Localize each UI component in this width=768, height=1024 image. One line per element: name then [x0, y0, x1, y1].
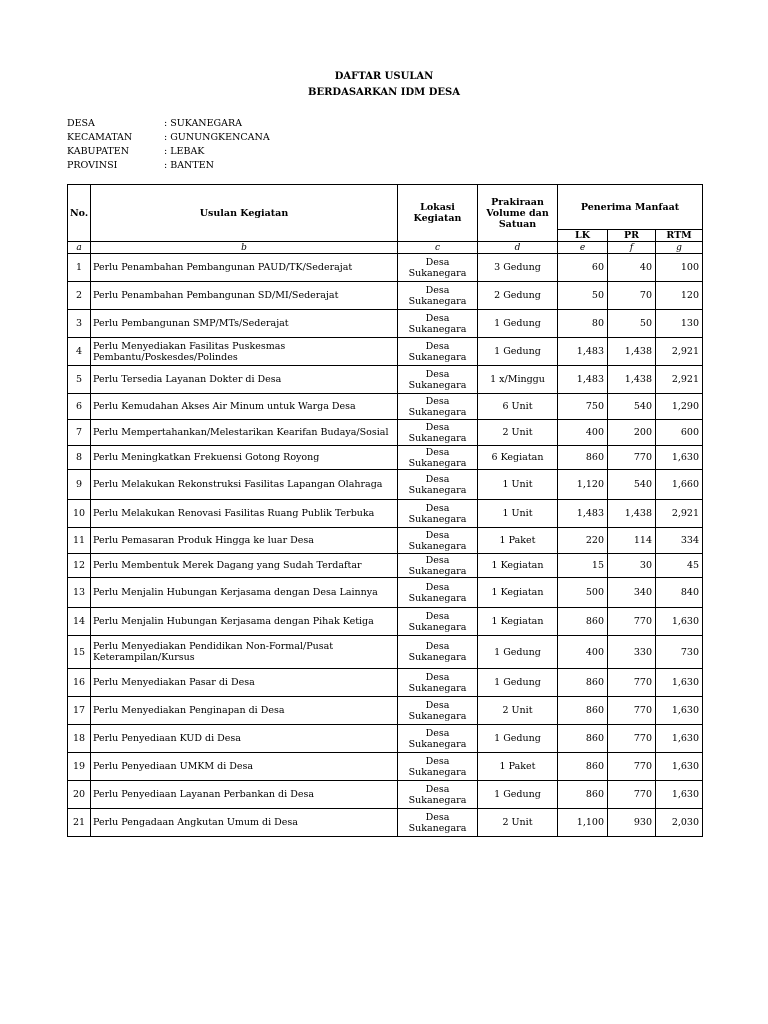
table-row [68, 394, 703, 420]
info-value: : BANTEN [164, 160, 214, 171]
cell-lk: 1,100 [558, 809, 608, 837]
cell-pr: 770 [608, 753, 656, 781]
cell-pr: 770 [608, 697, 656, 725]
table-row [68, 781, 703, 809]
info-value: : LEBAK [164, 146, 205, 157]
table-row [68, 338, 703, 366]
cell-usulan: Perlu Penyediaan Layanan Perbankan di Desa [91, 781, 398, 809]
cell-lokasi: Desa Sukanegara [398, 310, 478, 338]
info-row-kecamatan [67, 131, 270, 145]
cell-no: 10 [68, 500, 91, 528]
header-usulan: Usulan Kegiatan [91, 185, 398, 242]
cell-usulan: Perlu Penambahan Pembangunan SD/MI/Sederajat [91, 282, 398, 310]
column-letter: g [656, 242, 703, 254]
cell-lk: 1,120 [558, 470, 608, 500]
info-row-desa [67, 117, 270, 131]
cell-lk: 860 [558, 669, 608, 697]
cell-volume: 2 Gedung [478, 282, 558, 310]
cell-lk: 500 [558, 578, 608, 608]
cell-pr: 770 [608, 446, 656, 470]
cell-lk: 15 [558, 554, 608, 578]
cell-pr: 50 [608, 310, 656, 338]
cell-volume: 1 Gedung [478, 725, 558, 753]
cell-rtm: 45 [656, 554, 703, 578]
cell-usulan: Perlu Pengadaan Angkutan Umum di Desa [91, 809, 398, 837]
cell-pr: 1,438 [608, 338, 656, 366]
cell-no: 14 [68, 608, 91, 636]
cell-rtm: 2,921 [656, 500, 703, 528]
header-no: No. [68, 185, 91, 242]
cell-pr: 114 [608, 528, 656, 554]
cell-pr: 770 [608, 725, 656, 753]
cell-rtm: 2,921 [656, 366, 703, 394]
cell-no: 3 [68, 310, 91, 338]
cell-volume: 1 Gedung [478, 636, 558, 669]
cell-lk: 400 [558, 636, 608, 669]
header-volume: Prakiraan Volume dan Satuan [478, 185, 558, 242]
cell-no: 5 [68, 366, 91, 394]
cell-no: 12 [68, 554, 91, 578]
table-row [68, 578, 703, 608]
cell-pr: 40 [608, 254, 656, 282]
cell-rtm: 1,630 [656, 697, 703, 725]
info-label: PROVINSI [67, 160, 118, 171]
cell-lk: 50 [558, 282, 608, 310]
table-row [68, 446, 703, 470]
cell-volume: 6 Kegiatan [478, 446, 558, 470]
table-row [68, 420, 703, 446]
cell-rtm: 1,660 [656, 470, 703, 500]
cell-usulan: Perlu Menyediakan Fasilitas Puskesmas Pembantu/Poskesdes/Polindes [91, 338, 398, 366]
cell-rtm: 1,630 [656, 753, 703, 781]
cell-volume: 1 Unit [478, 470, 558, 500]
column-letter: d [478, 242, 558, 254]
info-value: : SUKANEGARA [164, 118, 243, 129]
cell-no: 7 [68, 420, 91, 446]
cell-volume: 2 Unit [478, 809, 558, 837]
info-label: KECAMATAN [67, 132, 133, 143]
cell-no: 13 [68, 578, 91, 608]
info-row-kabupaten [67, 145, 270, 159]
header-pr: PR [608, 230, 656, 242]
cell-pr: 70 [608, 282, 656, 310]
table-row [68, 636, 703, 669]
cell-volume: 1 Gedung [478, 310, 558, 338]
cell-usulan: Perlu Melakukan Rekonstruksi Fasilitas Lapangan Olahraga [91, 470, 398, 500]
cell-volume: 1 Unit [478, 500, 558, 528]
header-lk: LK [558, 230, 608, 242]
cell-pr: 330 [608, 636, 656, 669]
cell-volume: 1 Kegiatan [478, 554, 558, 578]
cell-volume: 2 Unit [478, 697, 558, 725]
cell-no: 9 [68, 470, 91, 500]
cell-lokasi: Desa Sukanegara [398, 446, 478, 470]
table-row [68, 554, 703, 578]
cell-volume: 6 Unit [478, 394, 558, 420]
table-row [68, 366, 703, 394]
cell-lk: 860 [558, 781, 608, 809]
table-row [68, 500, 703, 528]
cell-no: 16 [68, 669, 91, 697]
cell-volume: 1 Paket [478, 753, 558, 781]
cell-pr: 930 [608, 809, 656, 837]
cell-lokasi: Desa Sukanegara [398, 470, 478, 500]
cell-volume: 1 Gedung [478, 669, 558, 697]
cell-pr: 770 [608, 669, 656, 697]
cell-usulan: Perlu Tersedia Layanan Dokter di Desa [91, 366, 398, 394]
header-lokasi: Lokasi Kegiatan [398, 185, 478, 242]
cell-lk: 1,483 [558, 366, 608, 394]
document-title: DAFTAR USULAN [334, 71, 434, 82]
info-value: : GUNUNGKENCANA [164, 132, 270, 143]
cell-rtm: 840 [656, 578, 703, 608]
cell-no: 19 [68, 753, 91, 781]
cell-usulan: Perlu Meningkatkan Frekuensi Gotong Royong [91, 446, 398, 470]
cell-rtm: 1,630 [656, 669, 703, 697]
cell-rtm: 730 [656, 636, 703, 669]
cell-lokasi: Desa Sukanegara [398, 725, 478, 753]
document-subtitle: BERDASARKAN IDM DESA [308, 87, 460, 98]
cell-lk: 1,483 [558, 500, 608, 528]
cell-rtm: 120 [656, 282, 703, 310]
cell-usulan: Perlu Pembangunan SMP/MTs/Sederajat [91, 310, 398, 338]
cell-lokasi: Desa Sukanegara [398, 554, 478, 578]
cell-lokasi: Desa Sukanegara [398, 781, 478, 809]
table-row [68, 282, 703, 310]
cell-lokasi: Desa Sukanegara [398, 528, 478, 554]
cell-rtm: 1,630 [656, 446, 703, 470]
cell-usulan: Perlu Penambahan Pembangunan PAUD/TK/Sederajat [91, 254, 398, 282]
cell-volume: 3 Gedung [478, 254, 558, 282]
cell-pr: 540 [608, 470, 656, 500]
cell-lk: 860 [558, 697, 608, 725]
cell-lokasi: Desa Sukanegara [398, 282, 478, 310]
table-row [68, 608, 703, 636]
cell-no: 2 [68, 282, 91, 310]
column-letter: a [68, 242, 91, 254]
cell-lokasi: Desa Sukanegara [398, 809, 478, 837]
cell-lk: 80 [558, 310, 608, 338]
cell-volume: 1 Kegiatan [478, 608, 558, 636]
cell-lokasi: Desa Sukanegara [398, 366, 478, 394]
cell-rtm: 2,921 [656, 338, 703, 366]
cell-rtm: 130 [656, 310, 703, 338]
cell-pr: 540 [608, 394, 656, 420]
cell-usulan: Perlu Menjalin Hubungan Kerjasama dengan Desa Lainnya [91, 578, 398, 608]
cell-lk: 750 [558, 394, 608, 420]
cell-usulan: Perlu Menjalin Hubungan Kerjasama dengan Pihak Ketiga [91, 608, 398, 636]
cell-usulan: Perlu Menyediakan Pasar di Desa [91, 669, 398, 697]
column-letter: e [558, 242, 608, 254]
cell-usulan: Perlu Menyediakan Penginapan di Desa [91, 697, 398, 725]
table-row [68, 310, 703, 338]
cell-lokasi: Desa Sukanegara [398, 394, 478, 420]
table-row [68, 254, 703, 282]
cell-pr: 340 [608, 578, 656, 608]
cell-usulan: Perlu Mempertahankan/Melestarikan Kearifan Budaya/Sosial [91, 420, 398, 446]
cell-rtm: 1,630 [656, 781, 703, 809]
column-letter: f [608, 242, 656, 254]
cell-lokasi: Desa Sukanegara [398, 578, 478, 608]
column-letter-row [68, 242, 703, 254]
cell-lokasi: Desa Sukanegara [398, 608, 478, 636]
cell-no: 21 [68, 809, 91, 837]
cell-volume: 2 Unit [478, 420, 558, 446]
cell-rtm: 1,630 [656, 725, 703, 753]
table-row [68, 528, 703, 554]
cell-pr: 1,438 [608, 366, 656, 394]
info-label: KABUPATEN [67, 146, 130, 157]
cell-rtm: 600 [656, 420, 703, 446]
location-info [67, 117, 270, 173]
cell-volume: 1 Kegiatan [478, 578, 558, 608]
table-row [68, 669, 703, 697]
cell-lokasi: Desa Sukanegara [398, 753, 478, 781]
cell-usulan: Perlu Menyediakan Pendidikan Non-Formal/Pusat Keterampilan/Kursus [91, 636, 398, 669]
cell-no: 17 [68, 697, 91, 725]
cell-lokasi: Desa Sukanegara [398, 420, 478, 446]
cell-no: 1 [68, 254, 91, 282]
header-penerima: Penerima Manfaat [558, 185, 703, 230]
cell-lokasi: Desa Sukanegara [398, 254, 478, 282]
cell-pr: 770 [608, 608, 656, 636]
cell-rtm: 100 [656, 254, 703, 282]
cell-no: 4 [68, 338, 91, 366]
cell-lokasi: Desa Sukanegara [398, 338, 478, 366]
cell-no: 6 [68, 394, 91, 420]
cell-lk: 860 [558, 753, 608, 781]
header-rtm: RTM [656, 230, 703, 242]
cell-no: 11 [68, 528, 91, 554]
cell-pr: 200 [608, 420, 656, 446]
cell-lk: 220 [558, 528, 608, 554]
cell-rtm: 2,030 [656, 809, 703, 837]
cell-rtm: 334 [656, 528, 703, 554]
cell-usulan: Perlu Penyediaan KUD di Desa [91, 725, 398, 753]
cell-lokasi: Desa Sukanegara [398, 669, 478, 697]
cell-no: 8 [68, 446, 91, 470]
info-row-provinsi [67, 159, 270, 173]
cell-lk: 60 [558, 254, 608, 282]
table-body [68, 254, 703, 837]
cell-lokasi: Desa Sukanegara [398, 500, 478, 528]
table-row [68, 725, 703, 753]
cell-lk: 400 [558, 420, 608, 446]
cell-lokasi: Desa Sukanegara [398, 697, 478, 725]
info-label: DESA [67, 118, 95, 129]
cell-pr: 30 [608, 554, 656, 578]
usulan-table [67, 184, 703, 837]
cell-no: 20 [68, 781, 91, 809]
cell-pr: 1,438 [608, 500, 656, 528]
cell-volume: 1 x/Minggu [478, 366, 558, 394]
cell-rtm: 1,290 [656, 394, 703, 420]
column-letter: b [91, 242, 398, 254]
cell-usulan: Perlu Penyediaan UMKM di Desa [91, 753, 398, 781]
cell-lokasi: Desa Sukanegara [398, 636, 478, 669]
table-row [68, 470, 703, 500]
cell-volume: 1 Gedung [478, 781, 558, 809]
cell-usulan: Perlu Membentuk Merek Dagang yang Sudah Terdaftar [91, 554, 398, 578]
cell-lk: 860 [558, 725, 608, 753]
cell-no: 15 [68, 636, 91, 669]
cell-lk: 1,483 [558, 338, 608, 366]
cell-no: 18 [68, 725, 91, 753]
cell-rtm: 1,630 [656, 608, 703, 636]
cell-usulan: Perlu Pemasaran Produk Hingga ke luar Desa [91, 528, 398, 554]
table-row [68, 753, 703, 781]
cell-lk: 860 [558, 446, 608, 470]
cell-usulan: Perlu Kemudahan Akses Air Minum untuk Warga Desa [91, 394, 398, 420]
column-letter: c [398, 242, 478, 254]
cell-volume: 1 Gedung [478, 338, 558, 366]
cell-usulan: Perlu Melakukan Renovasi Fasilitas Ruang Publik Terbuka [91, 500, 398, 528]
table-row [68, 809, 703, 837]
table-row [68, 697, 703, 725]
cell-lk: 860 [558, 608, 608, 636]
cell-volume: 1 Paket [478, 528, 558, 554]
cell-pr: 770 [608, 781, 656, 809]
